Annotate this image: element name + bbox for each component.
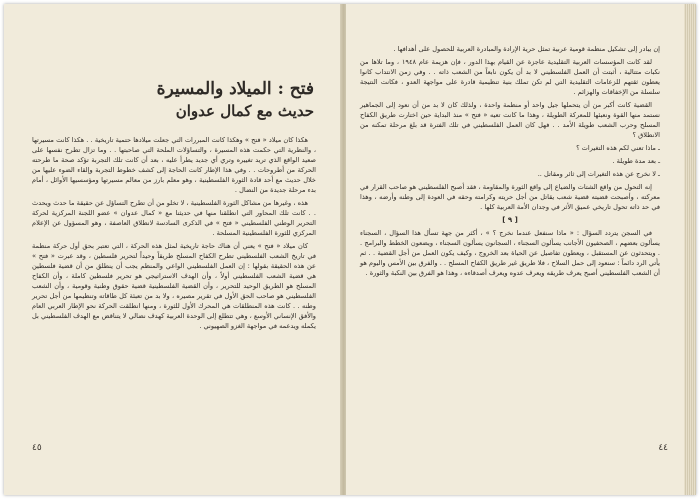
right-body-text (360, 44, 660, 281)
section-number: [ ٩ ] (502, 216, 518, 224)
qa-line: ـ لا نخرج عن هذه التغيرات إلى ثائر ومقاتل .. (537, 170, 660, 178)
page-number-left: ٤٥ (32, 443, 42, 453)
paragraph: كان ميلاد « فتح » يعني أن هناك حاجة تاريخية لمثل هذه الحركة ، التي تعتبر بحق أول حركة منظمة في تاريخ الشعب الفلسطيني تطرح الكفاح المسلح طريقاً وحيداً لتحرير فلسطين ، وقد عبرت « فتح » عن هذه الحقيقة بقولها : إن العمل الفلسطيني الواعي والمنظم يجب أن ينطلق من أن قضية فلسطين هي قضية الشعب الفلسطيني أولاً ، وأن الهدف الاستراتيجي هو تحرير فلسطين كاملة ، وأن الكفاح المسلح هو الطريق الوحيد للتحرير ، وأن القضية الفلسطينية قضية حقوق وطنية وقومية ، وأن الشعب الفلسطيني هو صاحب الحق الأول في تقرير مصيره ، ولا بد من تعبئة كل طاقاته وتنظيمها من أجل تحرير وطنه . . كانت هذه المنطلقات هي المحرك الأول للثورة ، ومنها انطلقت الحركة نحو الإطار العربي العام والأفق الإنساني الأوسع ، وهي تتطلع إلى الوحدة العربية كهدف نضالي لا يتناقض مع الهدف الفلسطيني بل يكمله ويدعمه في مواجهة الغزو الصهيوني . (32, 242, 316, 330)
page-number-right: ٤٤ (658, 443, 668, 453)
right-page (346, 4, 696, 495)
paragraph: إنه التحول من واقع الشتات والضياع إلى واقع الثورة والمقاومة ، فقد أصبح الفلسطيني هو صاحب القرار في معركته ، وأصبحت قضيته قضية شعب يقاتل من أجل حريته وكرامته وحقه في العودة إلى وطنه وأرضه ، وهذا في حد ذاته تحول تاريخي عميق الأثر في وجدان الأمة العربية كلها . (360, 183, 660, 211)
paragraph: في السجن يتردد السؤال : « ماذا سنفعل عندما نخرج ؟ » ، أكثر من جهة تسأل هذا السؤال ، السجناء يسألون بعضهم ، الصحفيون الأجانب يسألون السجناء ، السجانون يسألون السجناء ، ويضعون الخطط والبرامج . . ويتحدثون عن المستقبل ، ويعطون تفاصيل عن الحياة بعد الخروج ، وكيف يكون العمل من أجل القضية . . ثم يأتي الرد دائماً : سنعود إلى حمل السلاح ، فلا طريق غير طريق الكفاح المسلح . . والفرق بين الأمس واليوم هو أن الشعب الفلسطيني أصبح يعرف طريقه ويعرف عدوه ويعرف أصدقاءه ، وهذا هو الفرق بين النكبة والثورة . (360, 229, 660, 277)
book-spread (4, 4, 696, 495)
paragraph: هذه ، وغيرها من مشاكل الثورة الفلسطينية ، لا تخلو من أن تطرح التساؤل عن حقيقة ما حدث ويحدث . . كانت تلك المحاور التي انطلقنا منها في حديثنا مع « كمال عدوان » عضو اللجنة المركزية لحركة التحرير الوطني الفلسطيني « فتح » في الذكرى السادسة لانطلاق العاصفة ، وهو المسؤول عن الإعلام المركزي للثورة الفلسطينية المسلحة . (32, 199, 316, 237)
paragraph: لقد كانت المؤسسات العربية التقليدية عاجزة عن القيام بهذا الدور ، فإن هزيمة عام ١٩٤٨ ، وما تلاها من نكبات متتالية ، أثبتت أن العمل الفلسطيني لا بد أن يكون نابعاً من الشعب ذاته . . وفي زمن الانتداب كانوا يعطون ثقتهم للزعامات التقليدية التي لم تكن تملك بنية تنظيمية قادرة على مواجهة العدو ، فكانت النتيجة سلسلة من الإخفاقات والهزائم . (360, 58, 660, 96)
qa-line: ـ ماذا تعني لكم هذه التغيرات ؟ (576, 144, 660, 152)
left-page (4, 4, 342, 495)
qa-line: ـ بعد مدة طويلة . (612, 157, 660, 165)
title-line-2: حديث مع كمال عدوان (175, 102, 314, 120)
left-body-text (32, 135, 316, 334)
article-headline (64, 78, 314, 122)
title-line-1: فتح : الميلاد والمسيرة (156, 79, 314, 99)
paragraph: إن يبادر إلى تشكيل منظمة قومية عربية تمثل حرية الإرادة والمبادرة العربية للحصول على أهدافها . (393, 45, 660, 53)
page-edges (684, 4, 696, 495)
paragraph: القضية كانت أكبر من أن يتحملها جيل واحد أو منظمة واحدة ، ولذلك كان لا بد من أن نعود إلى الجماهير نستمد منها القوة ونعبئها للمعركة الطويلة ، وهذا ما كانت تعيه « فتح » منذ البداية حين اختارت طريق الكفاح المسلح وحرب الشعب طويلة الأمد . . فهل كان العمل الفلسطيني في تلك الفترة قد بلغ مرحلة تمكنه من الانطلاق ؟ (360, 101, 660, 139)
paragraph: هكذا كان ميلاد « فتح » وهكذا كانت المبررات التي جعلت ميلادها حتمية تاريخية . . هكذا كانت مسيرتها ، والنظرية التي حكمت هذه المسيرة ، والتساؤلات الملحة التي صاحبتها . . وما تزال تطرح نفسها على صعيد الواقع الذي تريد تغييره وتري أي جديد يطرأ عليه ، بعد أن كانت تلك التجربة تؤكد صحة ما طرحته الحركة من أطروحات . . وفي هذا الإطار كانت الحاجة إلى كشف خطوط التجربة وإلقاء الضوء عليها من خلال حديث مع أحد قادة الثورة الفلسطينية ، وهو معلم بارز من معالم مسيرتها ومؤسسيها الأوائل ، أمام بدء مرحلة جديدة من النضال . (32, 136, 316, 194)
